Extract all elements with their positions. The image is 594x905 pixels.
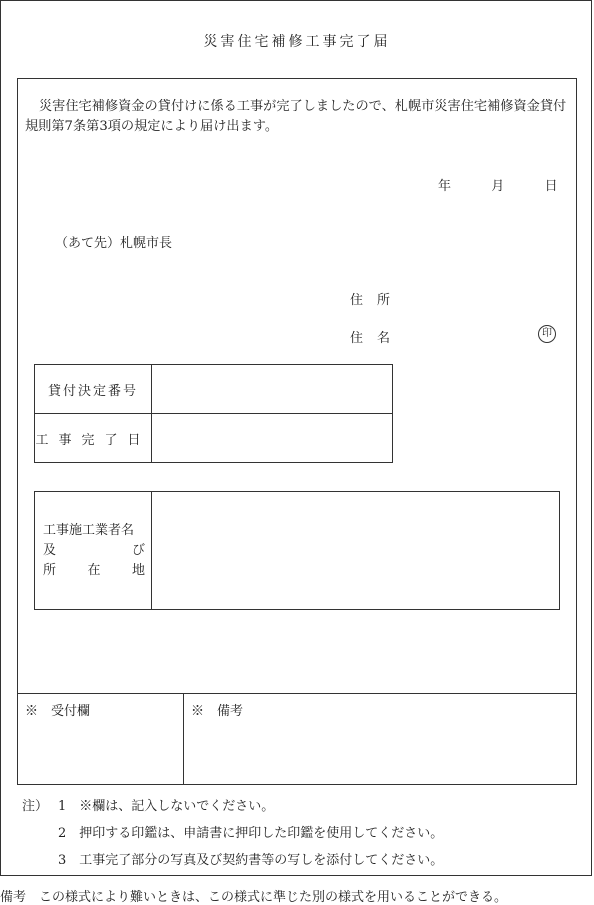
date-line [438,175,558,194]
receipt-label: ※ 受付欄 [25,704,91,719]
contractor-field[interactable] [152,492,560,610]
date-day-label: 日 [544,179,558,194]
name-label: 住名 [350,331,405,346]
table-row [35,414,393,463]
completion-date-label: 工事完了日 [35,414,152,463]
footer-remark: 備考 この様式により難いときは、この様式に準じた別の様式を用いることができる。 [0,890,508,905]
contractor-label-line3: 所 在 地 [43,562,145,578]
contractor-table [34,491,560,610]
loan-info-table [34,364,393,463]
addressee: （あて先）札幌市長 [55,236,173,251]
remarks-label: ※ 備考 [191,704,244,719]
table-row [35,492,560,610]
bottom-section [17,693,577,785]
note-item: 3 工事完了部分の写真及び契約書等の写しを添付してください。 [58,853,444,868]
contractor-label-line1: 工事施工業者名 [43,522,135,538]
table-row [35,365,393,414]
page-title: 災害住宅補修工事完了届 [203,34,391,50]
address-label: 住所 [350,293,405,308]
notes-prefix: 注） [22,799,49,814]
loan-number-label: 貸付決定番号 [35,365,152,414]
completion-date-field[interactable] [152,414,393,463]
declaration-paragraph: 災害住宅補修資金の貸付けに係る工事が完了しましたので、札幌市災害住宅補修資金貸付規則第7条第3項の規定により届け出ます。 [25,99,567,134]
contractor-label-line2: 及 び [43,542,145,558]
note-item: 2 押印する印鑑は、申請書に押印した印鑑を使用してください。 [58,826,444,841]
note-item: 1 ※欄は、記入しないでください。 [58,799,275,814]
date-month-label: 月 [491,179,505,194]
seal-icon: 印 [538,325,556,343]
loan-number-field[interactable] [152,365,393,414]
date-year-label: 年 [438,179,452,194]
contractor-label [35,492,152,610]
bottom-divider [183,693,184,785]
